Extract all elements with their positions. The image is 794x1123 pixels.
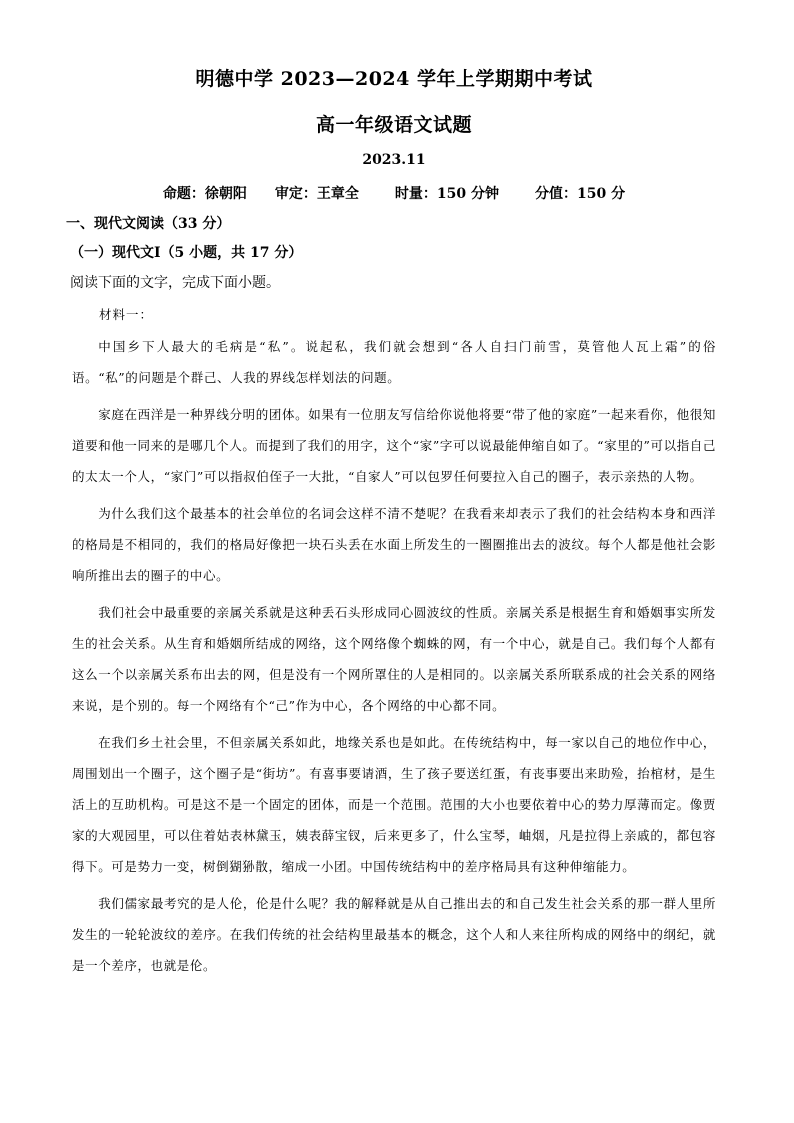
paragraph: 为什么我们这个最基本的社会单位的名词会这样不清不楚呢？在我看来却表示了我们的社会结构本身和西洋的格局是不相同的，我们的格局好像把一块石头丢在水面上所发生的一圈圈推出去的波纹。每个人都是他社会影响所推出去的圈子的中心。 [72, 506, 716, 583]
paragraph: 我们儒家最考究的是人伦，伦是什么呢？我的解释就是从自己推出去的和自己发生社会关系的那一群人里所发生的一轮轮波纹的差序。在我们传统的社会结构里最基本的概念，这个人和人来往所构成的网络中的纲纪，就是一个差序，也就是伦。 [72, 896, 716, 973]
reading-instruction: 阅读下面的文字，完成下面小题。 [70, 275, 280, 291]
exam-meta [72, 184, 716, 204]
meta-score: 分值：150 分 [535, 186, 626, 202]
section-subheading: （一）现代文Ⅰ（5 小题，共 17 分） [70, 245, 303, 261]
section-heading: 一、现代文阅读（33 分） [66, 216, 231, 232]
meta-duration: 时量：150 分钟 [394, 186, 499, 202]
meta-reviewer: 审定：王章全 [274, 186, 359, 202]
exam-date: 2023.11 [362, 152, 426, 168]
paragraph: 中国乡下人最大的毛病是“私”。说起私，我们就会想到“各人自扫门前雪，莫管他人瓦上霜”的俗语。“私”的问题是个群己、人我的界线怎样划法的问题。 [72, 339, 716, 385]
paragraph: 我们社会中最重要的亲属关系就是这种丢石头形成同心圆波纹的性质。亲属关系是根据生育和婚姻事实所发生的社会关系。从生育和婚姻所结成的网络，这个网络像个蜘蛛的网，有一个中心，就是自己。我们每个人都有这么一个以亲属关系布出去的网，但是没有一个网所罩住的人是相同的。以亲属关系所联系成的社会关系的网络来说，是个别的。每一个网络有个“己”作为中心，各个网络的中心都不同。 [72, 605, 716, 713]
exam-subtitle: 高一年级语文试题 [315, 114, 472, 136]
meta-author: 命题：徐朝阳 [162, 186, 247, 202]
material-label: 材料一： [99, 307, 154, 322]
paragraph: 在我们乡土社会里，不但亲属关系如此，地缘关系也是如此。在传统结构中，每一家以自己的地位作中心，周围划出一个圈子，这个圈子是“街坊”。有喜事要请酒，生了孩子要送红蛋，有丧事要出来助殓，抬棺材，是生活上的互助机构。可是这不是一个固定的团体，而是一个范围。范围的大小也要依着中心的势力厚薄而定。像贾家的大观园里，可以住着姑表林黛玉，姨表薛宝钗，后来更多了，什么宝琴，岫烟，凡是拉得上亲戚的，都包容得下。可是势力一变，树倒猢狲散，缩成一小团。中国传统结构中的差序格局具有这种伸缩能力。 [72, 735, 716, 874]
exam-title: 明德中学 2023—2024 学年上学期期中考试 [195, 68, 593, 90]
paragraph: 家庭在西洋是一种界线分明的团体。如果有一位朋友写信给你说他将要“带了他的家庭”一起来看你，他很知道要和他一同来的是哪几个人。而提到了我们的用字，这个“家”字可以说最能伸缩自如了。“家里的”可以指自己的太太一个人，“家门”可以指叔伯侄子一大批，“自家人”可以包罗任何要拉入自己的圈子，表示亲热的人物。 [72, 407, 716, 484]
